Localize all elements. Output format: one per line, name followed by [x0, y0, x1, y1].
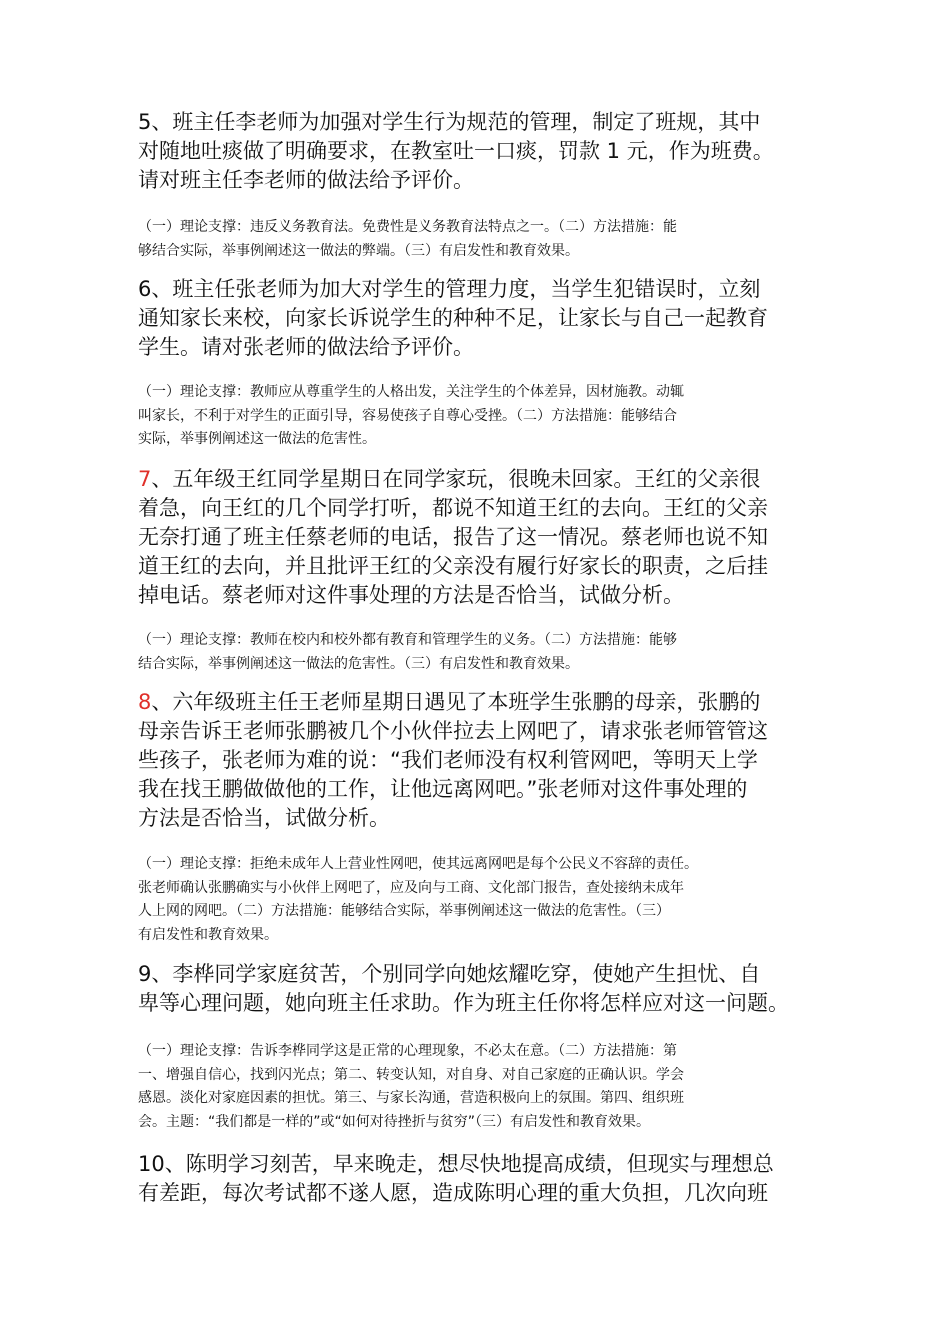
- question-8: [138, 688, 818, 833]
- question-line: 道王红的去向，并且批评王红的父亲没有履行好家长的职责，之后挂: [138, 554, 768, 578]
- question-line: 通知家长来校，向家长诉说学生的种种不足，让家长与自己一起教育: [138, 306, 768, 330]
- question-9: [138, 960, 818, 1018]
- question-7: [138, 465, 818, 610]
- answer-line: 感恩。淡化对家庭因素的担忧。第三、与家长沟通，营造积极向上的氛围。第四、组织班: [138, 1090, 684, 1106]
- answer-line: 实际，举事例阐述这一做法的危害性。: [138, 431, 376, 447]
- answer-line: 会。主题：“我们都是一样的”或“如何对待挫折与贫穷”（三）有启发性和教育效果。: [138, 1113, 651, 1130]
- answer-6: [138, 381, 818, 452]
- question-number: 8: [138, 690, 152, 714]
- answer-line: （一）理论支撑：教师在校内和校外都有教育和管理学生的义务。（二）方法措施：能够: [138, 632, 677, 648]
- answer-line: （一）理论支撑：教师应从尊重学生的人格出发，关注学生的个体差异，因材施教。动辄: [138, 384, 684, 400]
- question-5: [138, 108, 818, 195]
- answer-line: 叫家长，不利于对学生的正面引导，容易使孩子自尊心受挫。（二）方法措施：能够结合: [138, 407, 677, 424]
- question-line: [138, 688, 818, 717]
- question-line: 掉电话。蔡老师对这件事处理的方法是否恰当，试做分析。: [138, 583, 684, 607]
- question-line: 学生。请对张老师的做法给予评价。: [138, 335, 474, 359]
- question-line: 我在找王鹏做做他的工作，让他远离网吧。”张老师对这件事处理的: [138, 777, 748, 801]
- question-line: 5、班主任李老师为加强对学生行为规范的管理，制定了班规，其中: [138, 110, 761, 134]
- question-line: 9、李桦同学家庭贫苦，个别同学向她炫耀吃穿，使她产生担忧、自: [138, 962, 761, 986]
- question-line: 无奈打通了班主任蔡老师的电话，报告了这一情况。蔡老师也说不知: [138, 525, 768, 549]
- answer-line: 人上网的网吧。（二）方法措施：能够结合实际，举事例阐述这一做法的危害性。（三）: [138, 903, 670, 919]
- answer-line: 有启发性和教育效果。: [138, 926, 278, 943]
- answer-8: [138, 853, 818, 947]
- answer-line: 一、增强自信心，找到闪光点；第二、转变认知，对自身、对自己家庭的正确认识。学会: [138, 1066, 684, 1083]
- question-line: 请对班主任李老师的做法给予评价。: [138, 168, 474, 192]
- answer-line: （一）理论支撑：告诉李桦同学这是正常的心理现象，不必太在意。（二）方法措施：第: [138, 1043, 677, 1059]
- question-line: 方法是否恰当，试做分析。: [138, 806, 390, 830]
- question-10: [138, 1150, 818, 1208]
- answer-line: 够结合实际，举事例阐述这一做法的弊端。（三）有启发性和教育效果。: [138, 242, 579, 259]
- question-line: 卑等心理问题，她向班主任求助。作为班主任你将怎样应对这一问题。: [138, 991, 789, 1015]
- question-line: 有差距，每次考试都不遂人愿，造成陈明心理的重大负担，几次向班: [138, 1181, 768, 1205]
- question-line: 6、班主任张老师为加大对学生的管理力度，当学生犯错误时，立刻: [138, 277, 761, 301]
- answer-line: 结合实际，举事例阐述这一做法的危害性。（三）有启发性和教育效果。: [138, 655, 579, 672]
- question-text: 、五年级王红同学星期日在同学家玩，很晚未回家。王红的父亲很: [151, 467, 761, 491]
- answer-line: 张老师确认张鹏确实与小伙伴上网吧了，应及向与工商、文化部门报告，查处接纳未成年: [138, 879, 684, 896]
- question-number: 7: [138, 467, 152, 491]
- question-line: 对随地吐痰做了明确要求，在教室吐一口痰，罚款 1 元，作为班费。: [138, 139, 774, 163]
- answer-line: （一）理论支撑：违反义务教育法。免费性是义务教育法特点之一。（二）方法措施：能: [138, 219, 677, 235]
- question-line: 10、陈明学习刻苦，早来晚走，想尽快地提高成绩，但现实与理想总: [138, 1152, 774, 1176]
- answer-7: [138, 629, 818, 676]
- answer-5: [138, 216, 818, 263]
- question-line: 些孩子，张老师为难的说：“我们老师没有权利管网吧，等明天上学: [138, 748, 758, 772]
- answer-line: （一）理论支撑：拒绝未成年人上营业性网吧，使其远离网吧是每个公民义不容辞的责任。: [138, 856, 698, 872]
- answer-9: [138, 1040, 818, 1134]
- question-line: 母亲告诉王老师张鹏被几个小伙伴拉去上网吧了，请求张老师管管这: [138, 719, 768, 743]
- question-line: [138, 465, 818, 494]
- question-6: [138, 275, 818, 362]
- question-text: 、六年级班主任王老师星期日遇见了本班学生张鹏的母亲，张鹏的: [151, 690, 761, 714]
- question-line: 着急，向王红的几个同学打听，都说不知道王红的去向。王红的父亲: [138, 496, 768, 520]
